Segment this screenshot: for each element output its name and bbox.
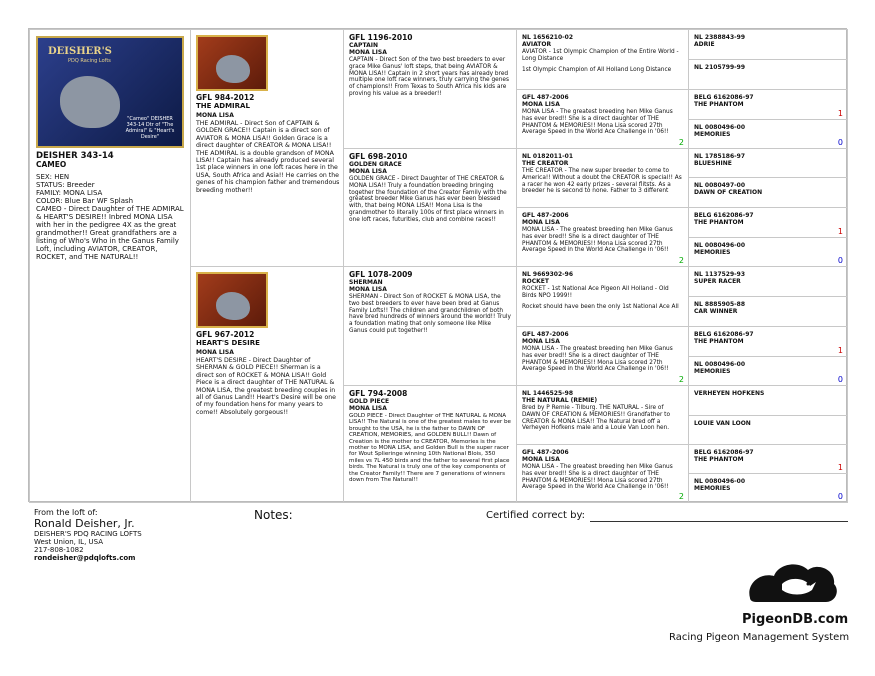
bird-id: NL 8885905-88 xyxy=(694,301,745,308)
loft-name: DEISHER'S PDQ RACING LOFTS xyxy=(34,530,142,538)
bird-id: VERHEYEN HOFKENS xyxy=(694,390,765,397)
gen4-cell-4 xyxy=(516,207,689,267)
main-detail-status: STATUS: Breeder xyxy=(36,181,95,189)
bird-name: MEMORIES xyxy=(694,368,731,375)
bird-description: MONA LISA - The greatest breeding hen Mike Ganus has ever bred!! She is a direct daughter of THE PHANTOM & MEMORIES!! Mona Lisa scored 27th Average Speed in the World Ace Challenge in '06!! xyxy=(522,109,673,136)
bird-id: NL 0080496-00 xyxy=(694,124,745,131)
loft-city: West Union, IL, USA xyxy=(34,538,104,546)
bird-id: BELG 6162086-97 xyxy=(694,449,754,456)
sire-photo xyxy=(196,35,268,91)
bird-id: NL 9669302-96 xyxy=(522,271,573,278)
bird-name: GOLD PIECE xyxy=(349,398,390,405)
bird-description: THE CREATOR - The new super breeder to come to America!! Without a doubt the CREATOR is special!! As a racer he won 42 early prizes - several flitsts. As a breeder he is second to none. Father to 3 different xyxy=(522,168,682,195)
pigeondb-tagline: Racing Pigeon Management System xyxy=(669,632,850,643)
bird-id: BELG 6162086-97 xyxy=(694,331,754,338)
bird-description: CAPTAIN - Direct Son of the two best breeders to ever grace Mike Ganus' loft steps, that being AVIATOR & MONA LISA!! Captain in 2 short years has already bred multiple one loft race winners, truly carrying the genes of champions!! From Texas to South Africa his kids are proving his value as a breeder!! xyxy=(349,57,509,97)
bird-name: DAWN OF CREATION xyxy=(694,189,763,196)
bird-id: GFL 1196-2010 xyxy=(349,33,413,42)
sire-cell xyxy=(190,29,344,267)
bird-name: THE PHANTOM xyxy=(694,101,744,108)
pigeon-image xyxy=(60,76,120,128)
dam-family: MONA LISA xyxy=(196,349,234,356)
generation-count: 0 xyxy=(837,375,843,384)
bird-name: BLUESHINE xyxy=(694,160,732,167)
bird-name: MEMORIES xyxy=(694,131,731,138)
bird-id: NL 0080496-00 xyxy=(694,242,745,249)
bird-description: ROCKET - 1st National Ace Pigeon All Holland - Old Birds NPO 1999!! xyxy=(522,286,669,299)
from-label: From the loft of: xyxy=(34,508,98,517)
generation-count: 0 xyxy=(837,492,843,501)
bird-family: MONA LISA xyxy=(349,49,387,56)
gen5-cell-11 xyxy=(688,326,848,357)
bird-id: NL 2388843-99 xyxy=(694,34,745,41)
owner-name: Ronald Deisher, Jr. xyxy=(34,517,135,530)
certified-label: Certified correct by: xyxy=(486,510,586,521)
gen4-cell-6 xyxy=(516,326,689,386)
gen5-cell-16 xyxy=(688,473,848,503)
gen3-cell-3 xyxy=(343,266,517,386)
bird-id: GFL 698-2010 xyxy=(349,152,408,161)
pigeondb-logo-icon xyxy=(742,556,842,612)
gen5-cell-15 xyxy=(688,444,848,474)
generation-count: 0 xyxy=(837,138,843,147)
loft-logo: DEISHER'S xyxy=(48,46,112,57)
loft-phone: 217-808-1082 xyxy=(34,546,84,554)
gen3-cell-1 xyxy=(343,29,517,149)
bird-description: MONA LISA - The greatest breeding hen Mike Ganus has ever bred!! She is a direct daughter of THE PHANTOM & MEMORIES!! Mona Lisa scored 27th Average Speed in the World Ace Challenge in '06!! xyxy=(522,227,673,254)
bird-id: LOUIE VAN LOON xyxy=(694,420,751,427)
main-bird-name: CAMEO xyxy=(36,160,67,169)
bird-id: NL 0182011-01 xyxy=(522,153,573,160)
bird-id: NL 1446525-98 xyxy=(522,390,573,397)
signature-line xyxy=(590,521,848,522)
gen5-cell-9 xyxy=(688,266,848,297)
gen5-cell-3 xyxy=(688,89,848,120)
sire-family: MONA LISA xyxy=(196,112,234,119)
dam-description: HEART'S DESIRE - Direct Daughter of SHERMAN & GOLD PIECE!! Sherman is a direct son of ROCKET & MONA LISA!! Gold Piece is a direct daughter of THE NATURAL & MONA LISA, the greatest breeding couples in all of Ganus Land!! Heart's Desire will be one of my foundation hens for many years to come!! Absolutely gorgeous!! xyxy=(196,357,336,416)
bird-name: MONA LISA xyxy=(522,219,560,226)
bird-description: Bred by P Remie - Tilburg. THE NATURAL - Sire of DAWN OF CREATION & MEMORIES!! Grandfather to CREATOR & MONA LISA!! The Natural bred off a Verheyen Hofkens male and a Louie Van Loon hen. xyxy=(522,405,671,432)
pedigree-grid xyxy=(28,28,847,502)
bird-name: MONA LISA xyxy=(522,101,560,108)
bird-id: NL 1137529-93 xyxy=(694,271,745,278)
bird-family: MONA LISA xyxy=(349,168,387,175)
sire-id: GFL 984-2012 xyxy=(196,93,255,102)
bird-id: GFL 487-2006 xyxy=(522,94,569,101)
bird-id: GFL 487-2006 xyxy=(522,331,569,338)
bird-id: NL 1785186-97 xyxy=(694,153,745,160)
dam-cell xyxy=(190,266,344,503)
gen5-cell-8 xyxy=(688,237,848,267)
bird-description: GOLD PIECE - Direct Daughter of THE NATURAL & MONA LISA!! The Natural is one of the greatest males to ever be brought to the USA, he is the father to DAWN OF CREATION, MEMORIES, and GOLDEN BULL!! Dawn of Creation is the mother to CREATOR, Memories is the mother to MONA LISA, and Golden Bull is the super racer for Wout Splieringe winning 10th National Blois, 350 miles vs 7L 450 birds and the father to several first place birds. The Natural is truly one of the key components of the Creator Family!! There are 7 generations of winners down from The Natural!! xyxy=(349,413,512,484)
gen4-cell-1 xyxy=(516,29,689,90)
main-detail-sex: SEX: HEN xyxy=(36,173,70,181)
generation-count: 2 xyxy=(678,256,684,265)
photo-caption: "Cameo" DEISHER 343-14 Dtr of "The Admiral" & "Heart's Desire" xyxy=(125,116,175,140)
bird-id: NL 0080496-00 xyxy=(694,361,745,368)
main-bird-id: DEISHER 343-14 xyxy=(36,151,114,161)
generation-count: 1 xyxy=(837,463,843,472)
bird-name: CAR WINNER xyxy=(694,308,738,315)
gen5-cell-6 xyxy=(688,177,848,208)
bird-name: MEMORIES xyxy=(694,249,731,256)
gen4-cell-5 xyxy=(516,266,689,327)
generation-count: 1 xyxy=(837,346,843,355)
pigeondb-brand: PigeonDB.com xyxy=(742,612,849,627)
main-bird-description: CAMEO - Direct Daughter of THE ADMIRAL & HEART'S DESIRE!! Inbred MONA LISA with her in the pedigree 4X as the great grandmother!! Great grandfathers are a listing of Who's Who in the Ganus Family Loft, including AVIATOR, CREATOR, ROCKET, and THE NATURAL!! xyxy=(36,205,184,261)
bird-name: THE PHANTOM xyxy=(694,338,744,345)
bird-id: NL 0080497-00 xyxy=(694,182,745,189)
notes-label: Notes: xyxy=(254,508,293,522)
bird-id: BELG 6162086-97 xyxy=(694,94,754,101)
bird-id: BELG 6162086-97 xyxy=(694,212,754,219)
gen4-cell-8 xyxy=(516,444,689,503)
dam-id: GFL 967-2012 xyxy=(196,330,255,339)
main-bird-photo xyxy=(36,36,184,148)
bird-family: MONA LISA xyxy=(349,405,387,412)
main-detail-color: COLOR: Blue Bar WF Splash xyxy=(36,197,134,205)
bird-name: THE NATURAL (REMIE) xyxy=(522,397,598,404)
bird-id: NL 2105799-99 xyxy=(694,64,745,71)
bird-name: AVIATOR xyxy=(522,41,552,48)
bird-name: SHERMAN xyxy=(349,279,383,286)
gen4-cell-2 xyxy=(516,89,689,149)
bird-name: MONA LISA xyxy=(522,338,560,345)
dam-name: HEART'S DESIRE xyxy=(196,339,260,347)
bird-description: SHERMAN - Direct Son of ROCKET & MONA LISA, the two best breeders to ever have been bred at Ganus Family Lofts!! The children and grandchildren of both have bred hundreds of winners around the world!! Truly a foundation mating that only someone like Mike Ganus could put together!! xyxy=(349,294,511,334)
generation-count: 1 xyxy=(837,227,843,236)
pigeon-image xyxy=(216,55,250,83)
bird-description: MONA LISA - The greatest breeding hen Mike Ganus has ever bred!! She is a direct daughter of THE PHANTOM & MEMORIES!! Mona Lisa scored 27th Average Speed in the World Ace Challenge in '06!! xyxy=(522,464,673,491)
bird-name: MEMORIES xyxy=(694,485,731,492)
bird-description: MONA LISA - The greatest breeding hen Mike Ganus has ever bred!! She is a direct daughter of THE PHANTOM & MEMORIES!! Mona Lisa scored 27th Average Speed in the World Ace Challenge in '06!! xyxy=(522,346,673,373)
loft-email: rondeisher@pdqlofts.com xyxy=(34,554,136,562)
main-bird-cell xyxy=(29,29,191,503)
bird-description: GOLDEN GRACE - Direct Daughter of THE CREATOR & MONA LISA!! Truly a foundation breeding bringing together the foundation of the Creator Family with the greatest breeder Mike Ganus has ever been blessed with, that being MONA LISA!! Mona Lisa is the grandmother to literally 100s of first place winners in one loft races, futurities, club and combine races!! xyxy=(349,176,507,223)
gen5-cell-14 xyxy=(688,415,848,445)
generation-count: 2 xyxy=(678,375,684,384)
bird-family: MONA LISA xyxy=(349,286,387,293)
pigeon-image xyxy=(216,292,250,320)
sire-name: THE ADMIRAL xyxy=(196,102,250,110)
bird-name: GOLDEN GRACE xyxy=(349,161,402,168)
generation-count: 2 xyxy=(678,492,684,501)
bird-name: ADRIE xyxy=(694,41,715,48)
bird-id: GFL 487-2006 xyxy=(522,449,569,456)
loft-logo-sub: PDQ Racing Lofts xyxy=(68,58,111,64)
generation-count: 1 xyxy=(837,109,843,118)
bird-id: NL 1656210-02 xyxy=(522,34,573,41)
gen5-cell-7 xyxy=(688,207,848,238)
dam-photo xyxy=(196,272,268,328)
gen5-cell-12 xyxy=(688,356,848,386)
gen5-cell-1 xyxy=(688,29,848,60)
gen4-cell-3 xyxy=(516,148,689,208)
gen5-cell-2 xyxy=(688,59,848,90)
bird-name: CAPTAIN xyxy=(349,42,378,49)
bird-description-extra: 1st Olympic Champion of All Holland Long Distance xyxy=(522,66,672,73)
bird-description: AVIATOR - 1st Olympic Champion of the Entire World - Long Distance xyxy=(522,49,679,62)
bird-id: NL 0080496-00 xyxy=(694,478,745,485)
bird-name: THE CREATOR xyxy=(522,160,569,167)
gen4-cell-7 xyxy=(516,385,689,445)
gen3-cell-2 xyxy=(343,148,517,267)
generation-count: 0 xyxy=(837,256,843,265)
gen3-cell-4 xyxy=(343,385,517,503)
bird-id: GFL 794-2008 xyxy=(349,389,408,398)
bird-name: SUPER RACER xyxy=(694,278,741,285)
bird-id: GFL 487-2006 xyxy=(522,212,569,219)
loft-info xyxy=(34,508,142,562)
main-detail-family: FAMILY: MONA LISA xyxy=(36,189,103,197)
bird-name: ROCKET xyxy=(522,278,549,285)
gen5-cell-13 xyxy=(688,385,848,416)
bird-name: THE PHANTOM xyxy=(694,219,744,226)
generation-count: 2 xyxy=(678,138,684,147)
gen5-cell-10 xyxy=(688,296,848,327)
sire-description: THE ADMIRAL - Direct Son of CAPTAIN & GOLDEN GRACE!! Captain is a direct son of AVIATOR & MONA LISA!! Golden Grace is a direct daughter of CREATOR & MONA LISA!! THE ADMIRAL is a double grandson of MONA LISA!! Captain has already produced several 1st place winners in one loft races here in the USA, South Africa and Asia!! He carries on the genes of his champion father and tremendous breeding mother!! xyxy=(196,120,340,194)
bird-id: GFL 1078-2009 xyxy=(349,270,413,279)
gen5-cell-4 xyxy=(688,119,848,149)
gen5-cell-5 xyxy=(688,148,848,178)
bird-name: THE PHANTOM xyxy=(694,456,744,463)
bird-description-extra: Rocket should have been the only 1st National Ace All xyxy=(522,303,679,310)
bird-name: MONA LISA xyxy=(522,456,560,463)
